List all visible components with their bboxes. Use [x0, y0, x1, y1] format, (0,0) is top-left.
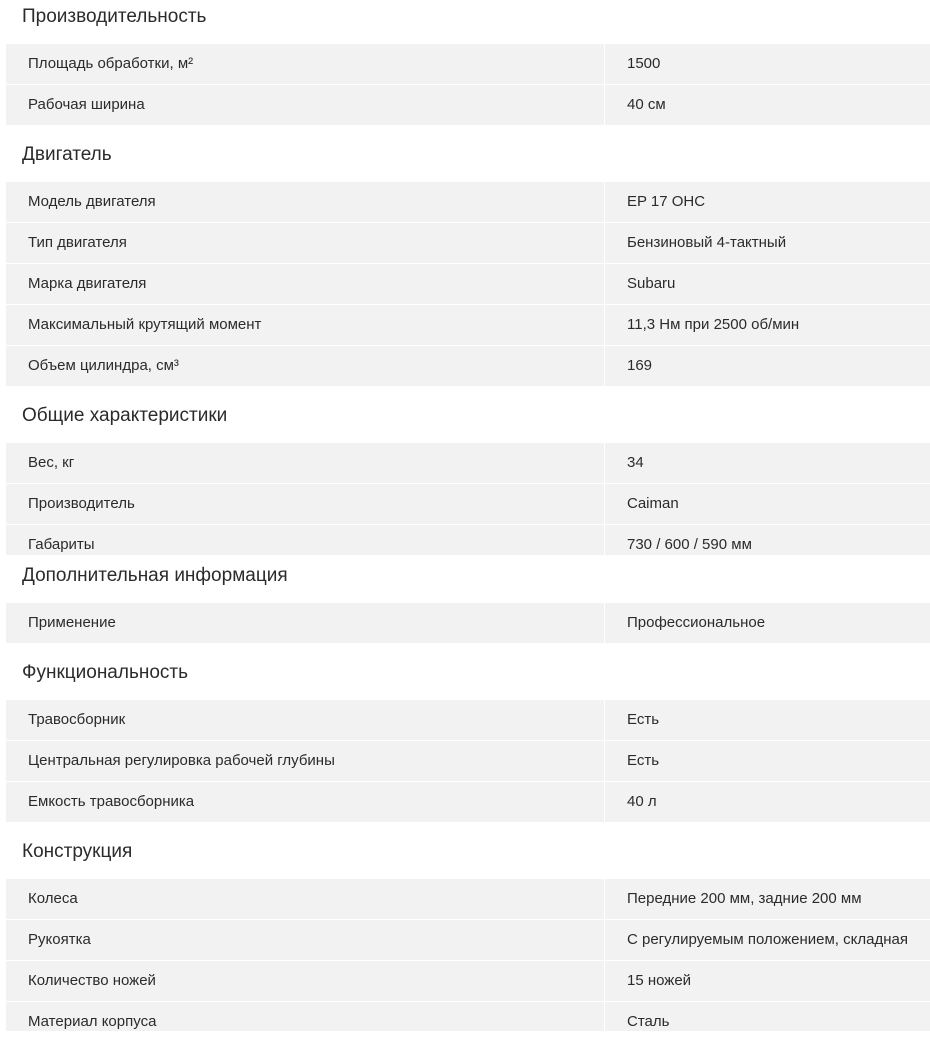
spec-row [6, 182, 930, 223]
section-title: Общие характеристики [22, 405, 228, 426]
spec-name: Рабочая ширина [6, 85, 605, 125]
section-title: Функциональность [22, 662, 189, 683]
spec-row [6, 443, 930, 484]
spec-row [6, 525, 930, 555]
spec-name: Тип двигателя [6, 223, 605, 263]
spec-row [6, 603, 930, 644]
spec-name: Площадь обработки, м² [6, 44, 605, 84]
spec-row [6, 264, 930, 305]
spec-table [6, 879, 930, 1031]
spec-value: 15 ножей [627, 972, 692, 989]
spec-row [6, 346, 930, 387]
spec-row [6, 879, 930, 920]
spec-section-construction [0, 835, 930, 1030]
spec-section-general [0, 399, 930, 553]
spec-value: 40 л [627, 793, 657, 810]
spec-name: Вес, кг [6, 443, 605, 483]
spec-value: 34 [627, 454, 644, 471]
spec-name: Колеса [6, 879, 605, 919]
section-title: Конструкция [22, 841, 133, 862]
spec-row [6, 961, 930, 1002]
spec-row [6, 44, 930, 85]
spec-row [6, 305, 930, 346]
spec-value: 40 см [627, 96, 666, 113]
spec-section-functionality [0, 656, 930, 810]
spec-name: Производитель [6, 484, 605, 524]
spec-row [6, 1002, 930, 1031]
spec-row [6, 223, 930, 264]
spec-name: Центральная регулировка рабочей глубины [6, 741, 605, 781]
spec-value: EP 17 OHC [627, 193, 706, 210]
section-title: Дополнительная информация [22, 565, 288, 586]
spec-table [6, 700, 930, 823]
spec-value: Бензиновый 4-тактный [627, 234, 787, 251]
spec-value: Caiman [627, 495, 679, 512]
spec-value: 11,3 Нм при 2500 об/мин [627, 316, 800, 333]
section-title: Двигатель [22, 144, 112, 165]
spec-section-engine [0, 138, 930, 374]
spec-value: Сталь [627, 1013, 670, 1030]
spec-value: 730 / 600 / 590 мм [627, 536, 752, 553]
spec-row [6, 782, 930, 823]
spec-table [6, 182, 930, 387]
spec-name: Максимальный крутящий момент [6, 305, 605, 345]
spec-name: Объем цилиндра, см³ [6, 346, 605, 386]
spec-section-performance [0, 0, 930, 113]
spec-value: Передние 200 мм, задние 200 мм [627, 890, 862, 907]
spec-name: Емкость травосборника [6, 782, 605, 822]
spec-row [6, 85, 930, 126]
spec-row [6, 700, 930, 741]
spec-name: Модель двигателя [6, 182, 605, 222]
spec-name: Материал корпуса [6, 1002, 605, 1031]
spec-table [6, 44, 930, 126]
spec-name: Применение [6, 603, 605, 643]
spec-table [6, 443, 930, 555]
spec-value: Subaru [627, 275, 676, 292]
spec-row [6, 741, 930, 782]
spec-name: Марка двигателя [6, 264, 605, 304]
section-title: Производительность [22, 6, 207, 27]
spec-row [6, 484, 930, 525]
spec-value: С регулируемым положением, складная [627, 931, 908, 948]
spec-section-additional [0, 559, 930, 631]
spec-name: Травосборник [6, 700, 605, 740]
spec-value: 1500 [627, 55, 661, 72]
spec-value: Есть [627, 752, 660, 769]
spec-name: Рукоятка [6, 920, 605, 960]
spec-name: Габариты [6, 525, 605, 555]
spec-name: Количество ножей [6, 961, 605, 1001]
spec-value: 169 [627, 357, 653, 374]
spec-value: Профессиональное [627, 614, 766, 631]
spec-row [6, 920, 930, 961]
spec-table [6, 603, 930, 644]
spec-value: Есть [627, 711, 660, 728]
